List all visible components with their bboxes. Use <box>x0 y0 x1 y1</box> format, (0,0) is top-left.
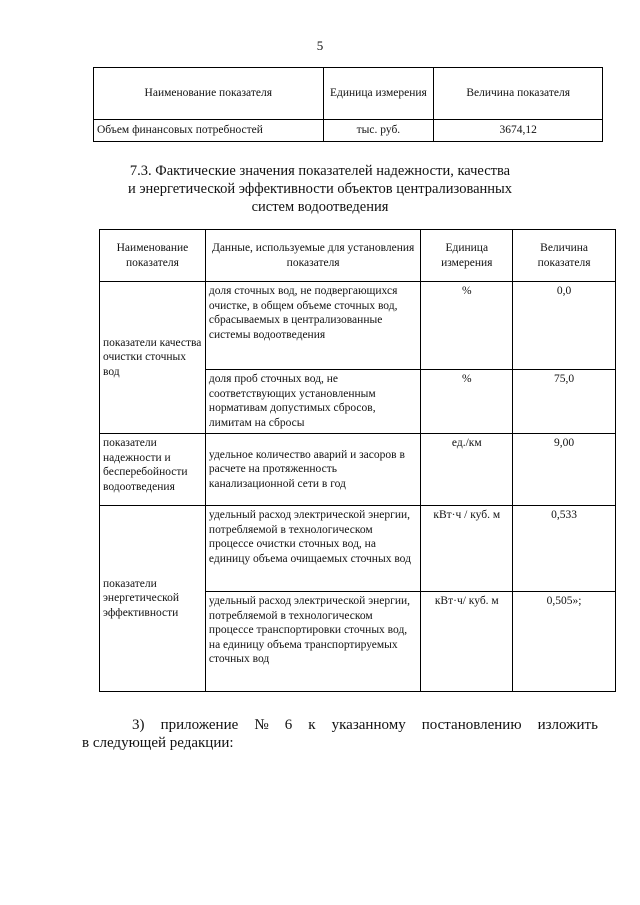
category-quality: показатели качества очистки сточных вод <box>100 282 206 434</box>
row-unit: кВт·ч / куб. м <box>421 506 513 592</box>
row-unit: % <box>421 370 513 434</box>
header-name: Наименование показателя <box>100 230 206 282</box>
section-heading: 7.3. Фактические значения показателей надежности, качества и энергетической эффективности объектов централизованных систем водоотведения <box>127 163 513 215</box>
paragraph-line-1: 3) приложение № 6 к указанному постановлению изложить <box>132 717 598 733</box>
header-indicator-name: Наименование показателя <box>94 68 324 120</box>
row-data: доля сточных вод, не подвергающихся очистке, в общем объеме сточных вод, сбрасываемых в централизованные системы водоотведения <box>205 282 420 370</box>
category-energy: показатели энергетической эффективности <box>100 506 206 692</box>
header-unit: Единица измерения <box>421 230 513 282</box>
row-value: 0,0 <box>513 282 616 370</box>
row-data: удельное количество аварий и засоров в расчете на протяженность канализационной сети в год <box>205 434 420 506</box>
row-unit: % <box>421 282 513 370</box>
paragraph-line-2: в следующей редакции: <box>82 735 234 751</box>
page-number: 5 <box>316 38 324 53</box>
indicators-table <box>99 229 616 692</box>
header-value: Величина показателя <box>434 68 603 120</box>
row-data: удельный расход электрической энергии, потребляемой в технологическом процессе транспортировки сточных вод, на единицу объема транспортируемых сточных вод <box>205 592 420 692</box>
header-value: Величина показателя <box>513 230 616 282</box>
row-data: доля проб сточных вод, не соответствующих установленным нормативам допустимых сбросов, лимитам на сбросы <box>205 370 420 434</box>
row-value: 0,505»; <box>513 592 616 692</box>
row-value: 9,00 <box>513 434 616 506</box>
body-paragraph <box>82 716 598 752</box>
header-data: Данные, используемые для установления показателя <box>205 230 420 282</box>
row-unit: кВт·ч/ куб. м <box>421 592 513 692</box>
row-value: 0,533 <box>513 506 616 592</box>
row-data: удельный расход электрической энергии, потребляемой в технологическом процессе очистки сточных вод, на единицу объема очищаемых сточных вод <box>205 506 420 592</box>
row-value: 75,0 <box>513 370 616 434</box>
row-unit: ед./км <box>421 434 513 506</box>
category-reliability: показатели надежности и бесперебойности водоотведения <box>100 434 206 506</box>
header-unit: Единица измерения <box>323 68 434 120</box>
cell-unit: тыс. руб. <box>323 120 434 142</box>
cell-indicator: Объем финансовых потребностей <box>94 120 324 142</box>
financial-needs-table <box>93 67 603 142</box>
cell-value: 3674,12 <box>434 120 603 142</box>
